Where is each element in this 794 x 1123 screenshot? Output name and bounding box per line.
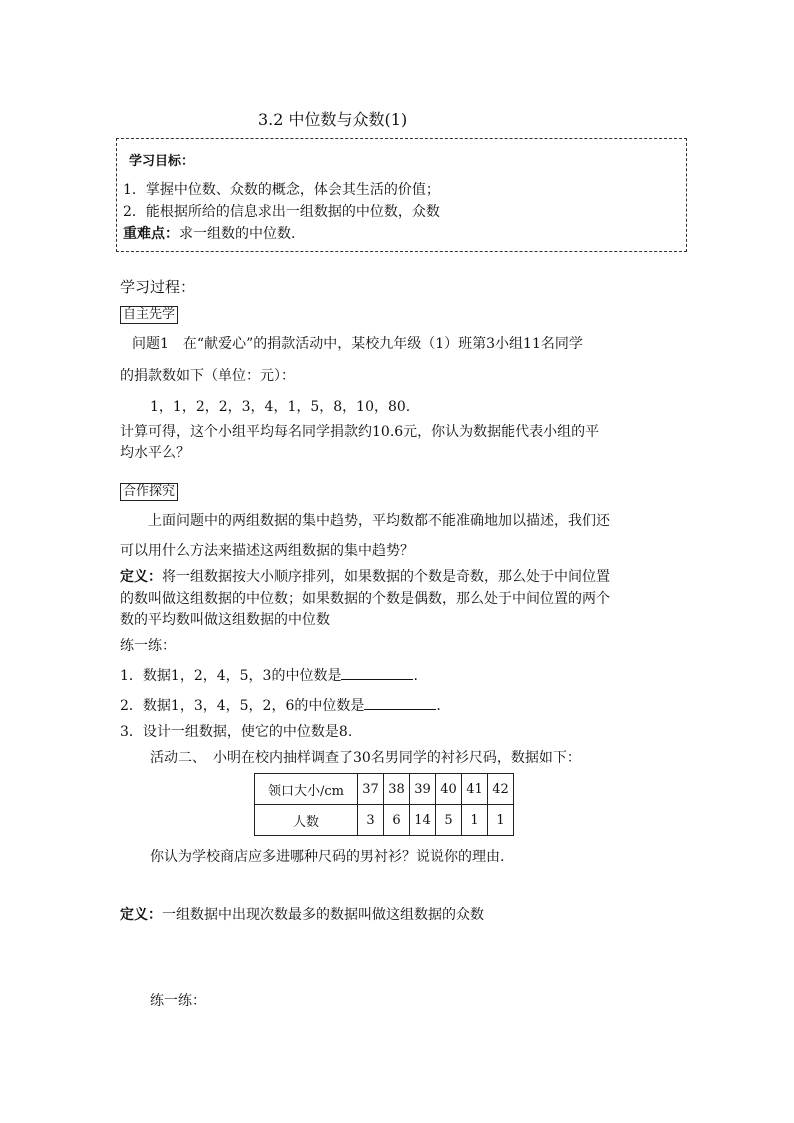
answer-blank-2[interactable] [364,697,436,710]
table-cell: 39 [410,774,436,805]
shirt-size-table [254,773,514,836]
table-cell: 3 [358,805,384,836]
practice-heading-1: 练一练： [120,638,176,654]
key-points-text: 求一组数的中位数. [179,226,296,242]
goal-item-2: 2．能根据所给的信息求出一组数据的中位数，众数 [123,204,440,220]
goal-item-1: 1．掌握中位数、众数的概念，体会其生活的价值； [123,182,440,198]
practice-question-3: 3．设计一组数据，使它的中位数是8. [120,724,353,740]
table-cell: 42 [488,774,514,805]
table-cell: 6 [384,805,410,836]
learning-goals-box [116,138,687,252]
practice-question-2 [120,695,441,715]
practice-question-2-end: . [436,698,441,714]
median-definition-line-1 [120,566,610,586]
table-cell: 38 [384,774,410,805]
explore-para-line-2: 可以用什么方法来描述这两组数据的集中趋势？ [120,543,414,559]
problem-line-1: 问题1 在“献爱心”的捐款活动中，某校九年级（1）班第3小组11名同学 [132,336,583,352]
practice-question-1 [120,665,418,685]
median-definition-line-3: 数的平均数叫做这组数据的中位数 [120,612,330,628]
explore-tag-label: 合作探究 [120,483,178,501]
answer-blank-1[interactable] [341,667,413,680]
table-header-collar: 领口大小/cm [255,774,358,805]
process-heading: 学习过程： [120,278,196,296]
goals-heading: 学习目标： [129,154,195,169]
practice-question-2-text: 2．数据1，3，4，5，2，6的中位数是 [120,698,365,714]
self-study-tag-label: 自主先学 [120,306,178,324]
table-cell: 41 [462,774,488,805]
practice-question-1-text: 1．数据1，2，4，5，3的中位数是 [120,668,342,684]
practice-question-1-end: . [413,668,418,684]
table-cell: 37 [358,774,384,805]
mode-definition-text: 一组数据中出现次数最多的数据叫做这组数据的众数 [162,907,484,923]
median-definition-label: 定义： [120,569,162,585]
key-points-label: 重难点： [123,226,179,242]
donation-data: 1，1，2，2，3，4，1，5，8，10，80. [150,399,411,415]
table-row [255,774,514,805]
table-cell: 5 [436,805,462,836]
table-cell: 1 [488,805,514,836]
key-points [123,223,295,243]
table-cell: 1 [462,805,488,836]
table-row [255,805,514,836]
table-cell: 14 [410,805,436,836]
activity2-text: 活动二、 小明在校内抽样调查了30名男同学的衬衫尺码，数据如下： [150,750,581,766]
mode-definition-label: 定义： [120,907,162,923]
problem-line-2: 的捐款数如下（单位：元）： [120,368,295,384]
question-line-1: 计算可得，这个小组平均每名同学捐款约10.6元，你认为数据能代表小组的平 [120,424,600,440]
table-header-count: 人数 [255,805,358,836]
median-definition-line-2: 的数叫做这组数据的中位数；如果数据的个数是偶数，那么处于中间位置的两个 [120,591,610,607]
explore-tag [120,483,178,501]
page-title: 3.2 中位数与众数(1) [258,110,408,129]
activity2-question: 你认为学校商店应多进哪种尺码的男衬衫？说说你的理由. [150,849,505,865]
self-study-tag [120,306,178,324]
explore-para-line-1: 上面问题中的两组数据的集中趋势，平均数都不能准确地加以描述，我们还 [148,513,610,529]
table-cell: 40 [436,774,462,805]
mode-definition [120,904,484,924]
practice-heading-2: 练一练： [150,993,206,1009]
question-line-2: 均水平么？ [120,445,190,461]
median-definition-text-1: 将一组数据按大小顺序排列，如果数据的个数是奇数，那么处于中间位置 [162,569,610,585]
